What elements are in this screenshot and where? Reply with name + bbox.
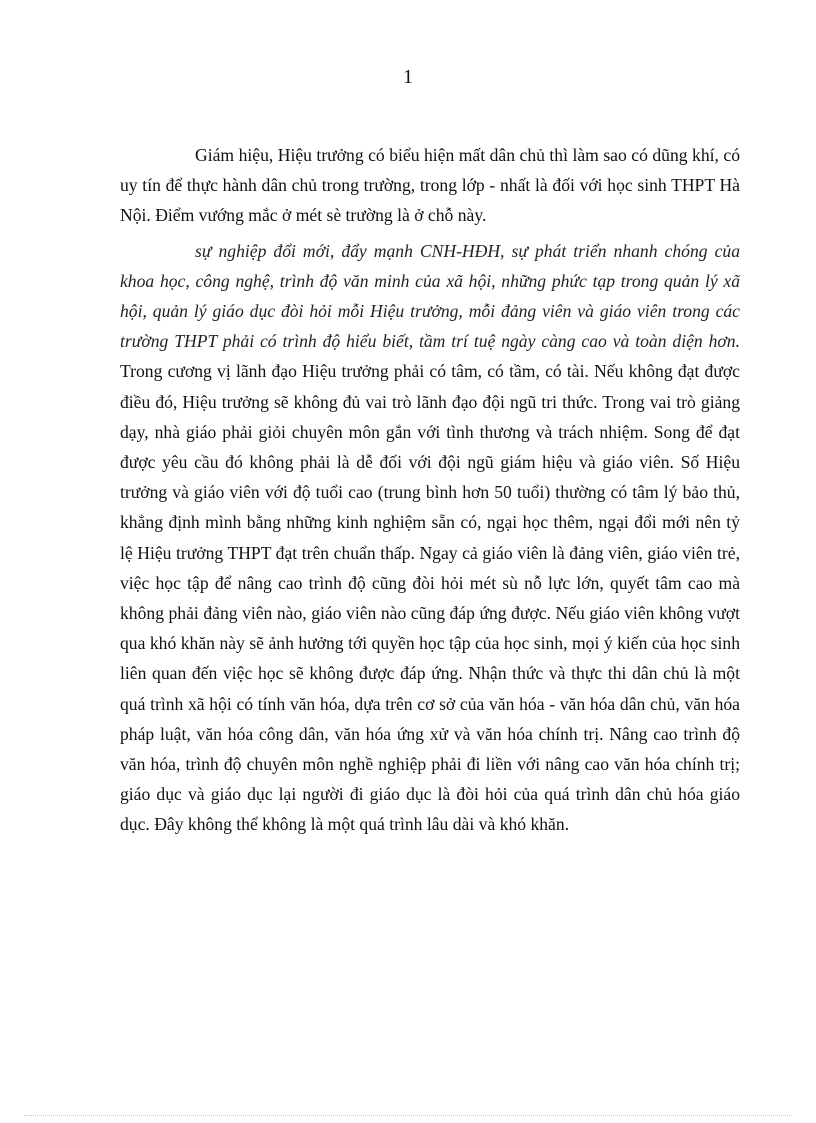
paragraph-2-italic-quote: sự nghiệp đổi mới, đẩy mạnh CNH-HĐH, sự phát triển nhanh chóng của khoa học, công nghệ, trình độ văn minh của xã hội, những phức tạp trong quản lý xã hội, quản lý giáo dục đòi hỏi mỗi Hiệu trưởng, mỗi đảng viên và giáo viên trong các trường THPT phải có trình độ hiểu biết, tầm trí tuệ ngày càng cao và toàn diện hơn.: [120, 240, 740, 352]
page-number: 1: [403, 66, 413, 88]
page-bottom-divider: [24, 1115, 792, 1116]
document-body: [120, 140, 740, 840]
paragraph-1: Giám hiệu, Hiệu trưởng có biểu hiện mất dân chủ thì làm sao có dũng khí, có uy tín để thực hành dân chủ trong trường, trong lớp - nhất là đối với học sinh THPT Hà Nội. Điểm vướng mắc ở mét sè trường là ở chỗ này.: [120, 145, 740, 226]
paragraph-2-text: Trong cương vị lãnh đạo Hiệu trưởng phải có tâm, có tầm, có tài. Nếu không đạt được điều đó, Hiệu trưởng sẽ không đủ vai trò lãnh đạo đội ngũ tri thức. Trong vai trò giảng dạy, nhà giáo phải giỏi chuyên môn gắn với tình thương và trách nhiệm. Song để đạt được yêu cầu đó không phải là dễ đối với đội ngũ giám hiệu và giáo viên. Số Hiệu trưởng và giáo viên với độ tuổi cao (trung bình hơn 50 tuổi) thường có tâm lý bảo thủ, khẳng định mình bằng những kinh nghiệm sẵn có, ngại học thêm, ngại đổi mới nên tỷ lệ Hiệu trưởng THPT đạt trên chuẩn thấp. Ngay cả giáo viên là đảng viên, giáo viên trẻ, việc học tập để nâng cao trình độ cũng đòi hỏi mét sù nỗ lực lớn, quyết tâm cao mà không phải đảng viên nào, giáo viên nào cũng đáp ứng được. Nếu giáo viên không vượt qua khó khăn này sẽ ảnh hưởng tới quyền học tập của học sinh, mọi ý kiến của học sinh liên quan đến việc học sẽ không được đáp ứng. Nhận thức và thực thi dân chủ là một quá trình xã hội có tính văn hóa, dựa trên cơ sở của văn hóa - văn hóa dân chủ, văn hóa pháp luật, văn hóa công dân, văn hóa ứng xử và văn hóa chính trị. Nâng cao trình độ văn hóa, trình độ chuyên môn nghề nghiệp phải đi liền với nâng cao văn hóa chính trị; giáo dục và giáo dục lại người đi giáo dục là đòi hỏi của quá trình dân chủ hóa giáo dục. Đây không thể không là một quá trình lâu dài và khó khăn.: [120, 361, 740, 835]
paragraph-2: [120, 236, 740, 840]
